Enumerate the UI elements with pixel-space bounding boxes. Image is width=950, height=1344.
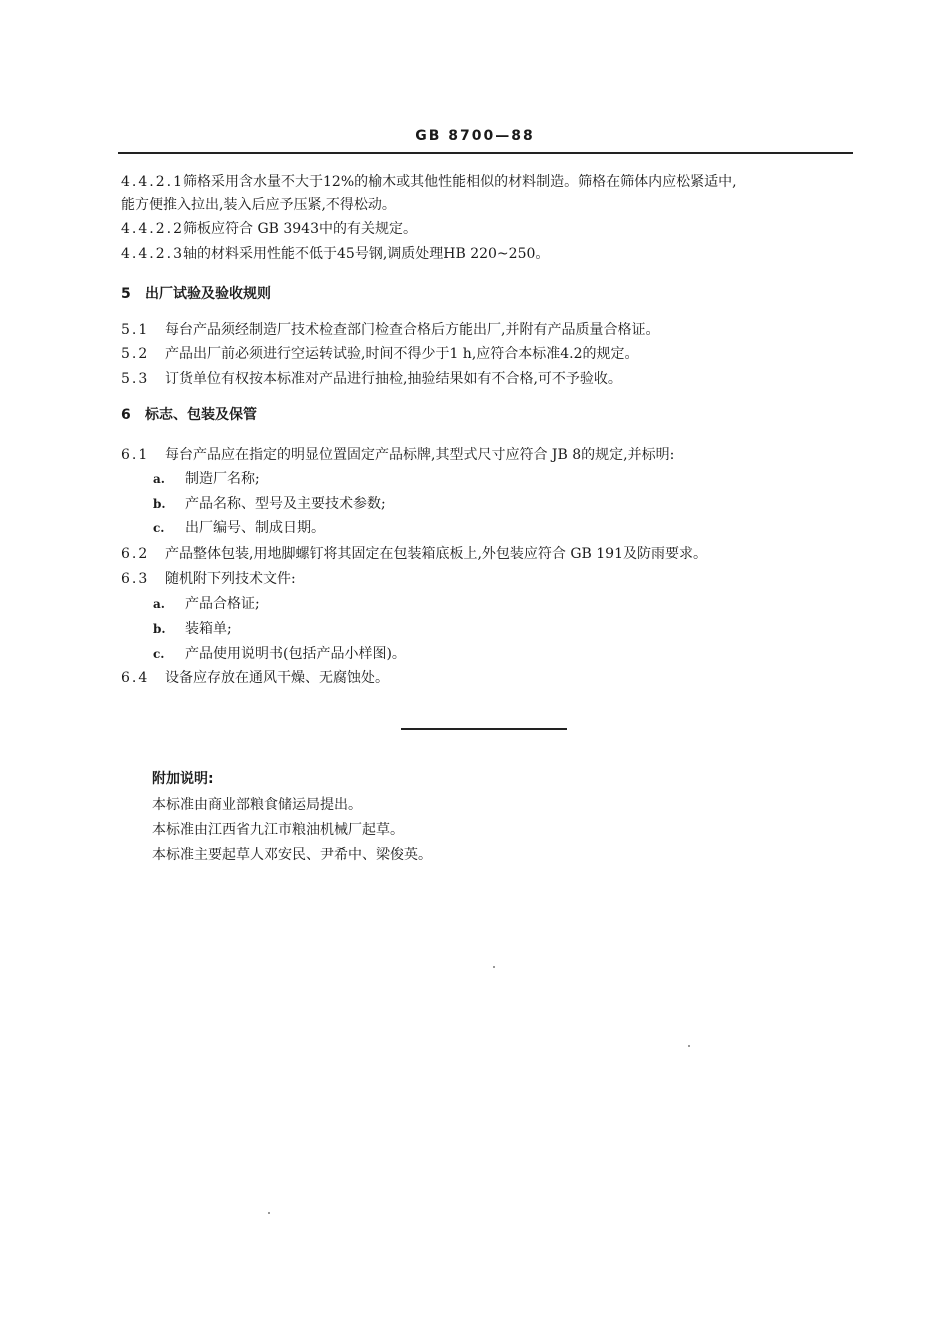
list-letter: c. (153, 521, 165, 535)
notes-title: 附加说明: (152, 771, 214, 787)
clause-number: 5.2 (121, 346, 150, 362)
notes-line: 本标准由江西省九江市粮油机械厂起草。 (152, 822, 404, 838)
list-text: 制造厂名称; (185, 471, 260, 487)
header-rule (118, 152, 853, 154)
scan-speck (493, 966, 495, 968)
clause-4-4-2-1 (121, 172, 856, 192)
standard-code: GB 8700—88 (415, 128, 535, 144)
clause-6-1 (121, 445, 856, 465)
clause-5-3 (121, 369, 856, 389)
end-of-standard-rule (401, 728, 567, 730)
clause-6-3 (121, 569, 856, 589)
clause-4-4-2-3 (121, 244, 856, 264)
clause-text: 产品整体包装,用地脚螺钉将其固定在包装箱底板上,外包装应符合 GB 191及防雨要求。 (165, 546, 707, 562)
clause-text: 产品出厂前必须进行空运转试验,时间不得少于1 h,应符合本标准4.2的规定。 (165, 346, 639, 362)
clause-text: 设备应存放在通风干燥、无腐蚀处。 (165, 670, 389, 686)
list-letter: a. (153, 597, 165, 611)
clause-text: 随机附下列技术文件: (165, 571, 296, 587)
list-text: 装箱单; (185, 621, 232, 637)
clause-text: 每台产品须经制造厂技术检查部门检查合格后方能出厂,并附有产品质量合格证。 (165, 322, 660, 338)
scan-speck (688, 1045, 690, 1047)
list-text: 产品使用说明书(包括产品小样图)。 (185, 646, 406, 662)
clause-number: 6.4 (121, 670, 150, 686)
section-number: 6 (121, 407, 133, 423)
clause-4-4-2-1-continuation (121, 195, 856, 215)
clause-4-4-2-2 (121, 219, 856, 239)
clause-text: 轴的材料采用性能不低于45号钢,调质处理HB 220~250。 (183, 246, 550, 262)
list-text: 出厂编号、制成日期。 (185, 520, 325, 536)
list-item (153, 644, 406, 664)
clause-number: 4.4.2.3 (121, 246, 184, 262)
clause-text: 订货单位有权按本标准对产品进行抽检,抽验结果如有不合格,可不予验收。 (165, 371, 622, 387)
list-text: 产品名称、型号及主要技术参数; (185, 496, 386, 512)
list-letter: a. (153, 472, 165, 486)
list-item (153, 469, 260, 489)
section-title: 标志、包装及保管 (145, 407, 257, 423)
clause-5-1 (121, 320, 856, 340)
list-text: 产品合格证; (185, 596, 260, 612)
clause-number: 4.4.2.2 (121, 221, 184, 237)
list-item (153, 518, 325, 538)
list-item (153, 594, 260, 614)
list-letter: c. (153, 647, 165, 661)
clause-5-2 (121, 344, 856, 364)
list-letter: b. (153, 622, 166, 636)
clause-text: 筛板应符合 GB 3943中的有关规定。 (183, 221, 418, 237)
clause-text: 筛格采用含水量不大于12%的榆木或其他性能相似的材料制造。筛格在筛体内应松紧适中, (183, 174, 737, 190)
section-title: 出厂试验及验收规则 (145, 286, 271, 302)
section-number: 5 (121, 286, 133, 302)
clause-number: 6.2 (121, 546, 150, 562)
section-5-heading (121, 284, 856, 304)
notes-line: 本标准主要起草人邓安民、尹希中、梁俊英。 (152, 847, 432, 863)
clause-text-continuation: 能方便推入拉出,装入后应予压紧,不得松动。 (121, 197, 396, 213)
clause-number: 5.3 (121, 371, 150, 387)
list-item (153, 619, 232, 639)
clause-number: 6.1 (121, 447, 150, 463)
list-letter: b. (153, 497, 166, 511)
clause-number: 6.3 (121, 571, 150, 587)
section-6-heading (121, 405, 856, 425)
clause-6-4 (121, 668, 856, 688)
clause-number: 4.4.2.1 (121, 174, 184, 190)
list-item (153, 494, 386, 514)
clause-6-2 (121, 544, 856, 564)
clause-text: 每台产品应在指定的明显位置固定产品标牌,其型式尺寸应符合 JB 8的规定,并标明: (165, 447, 675, 463)
notes-line: 本标准由商业部粮食储运局提出。 (152, 797, 362, 813)
clause-number: 5.1 (121, 322, 150, 338)
scan-speck (268, 1212, 270, 1214)
